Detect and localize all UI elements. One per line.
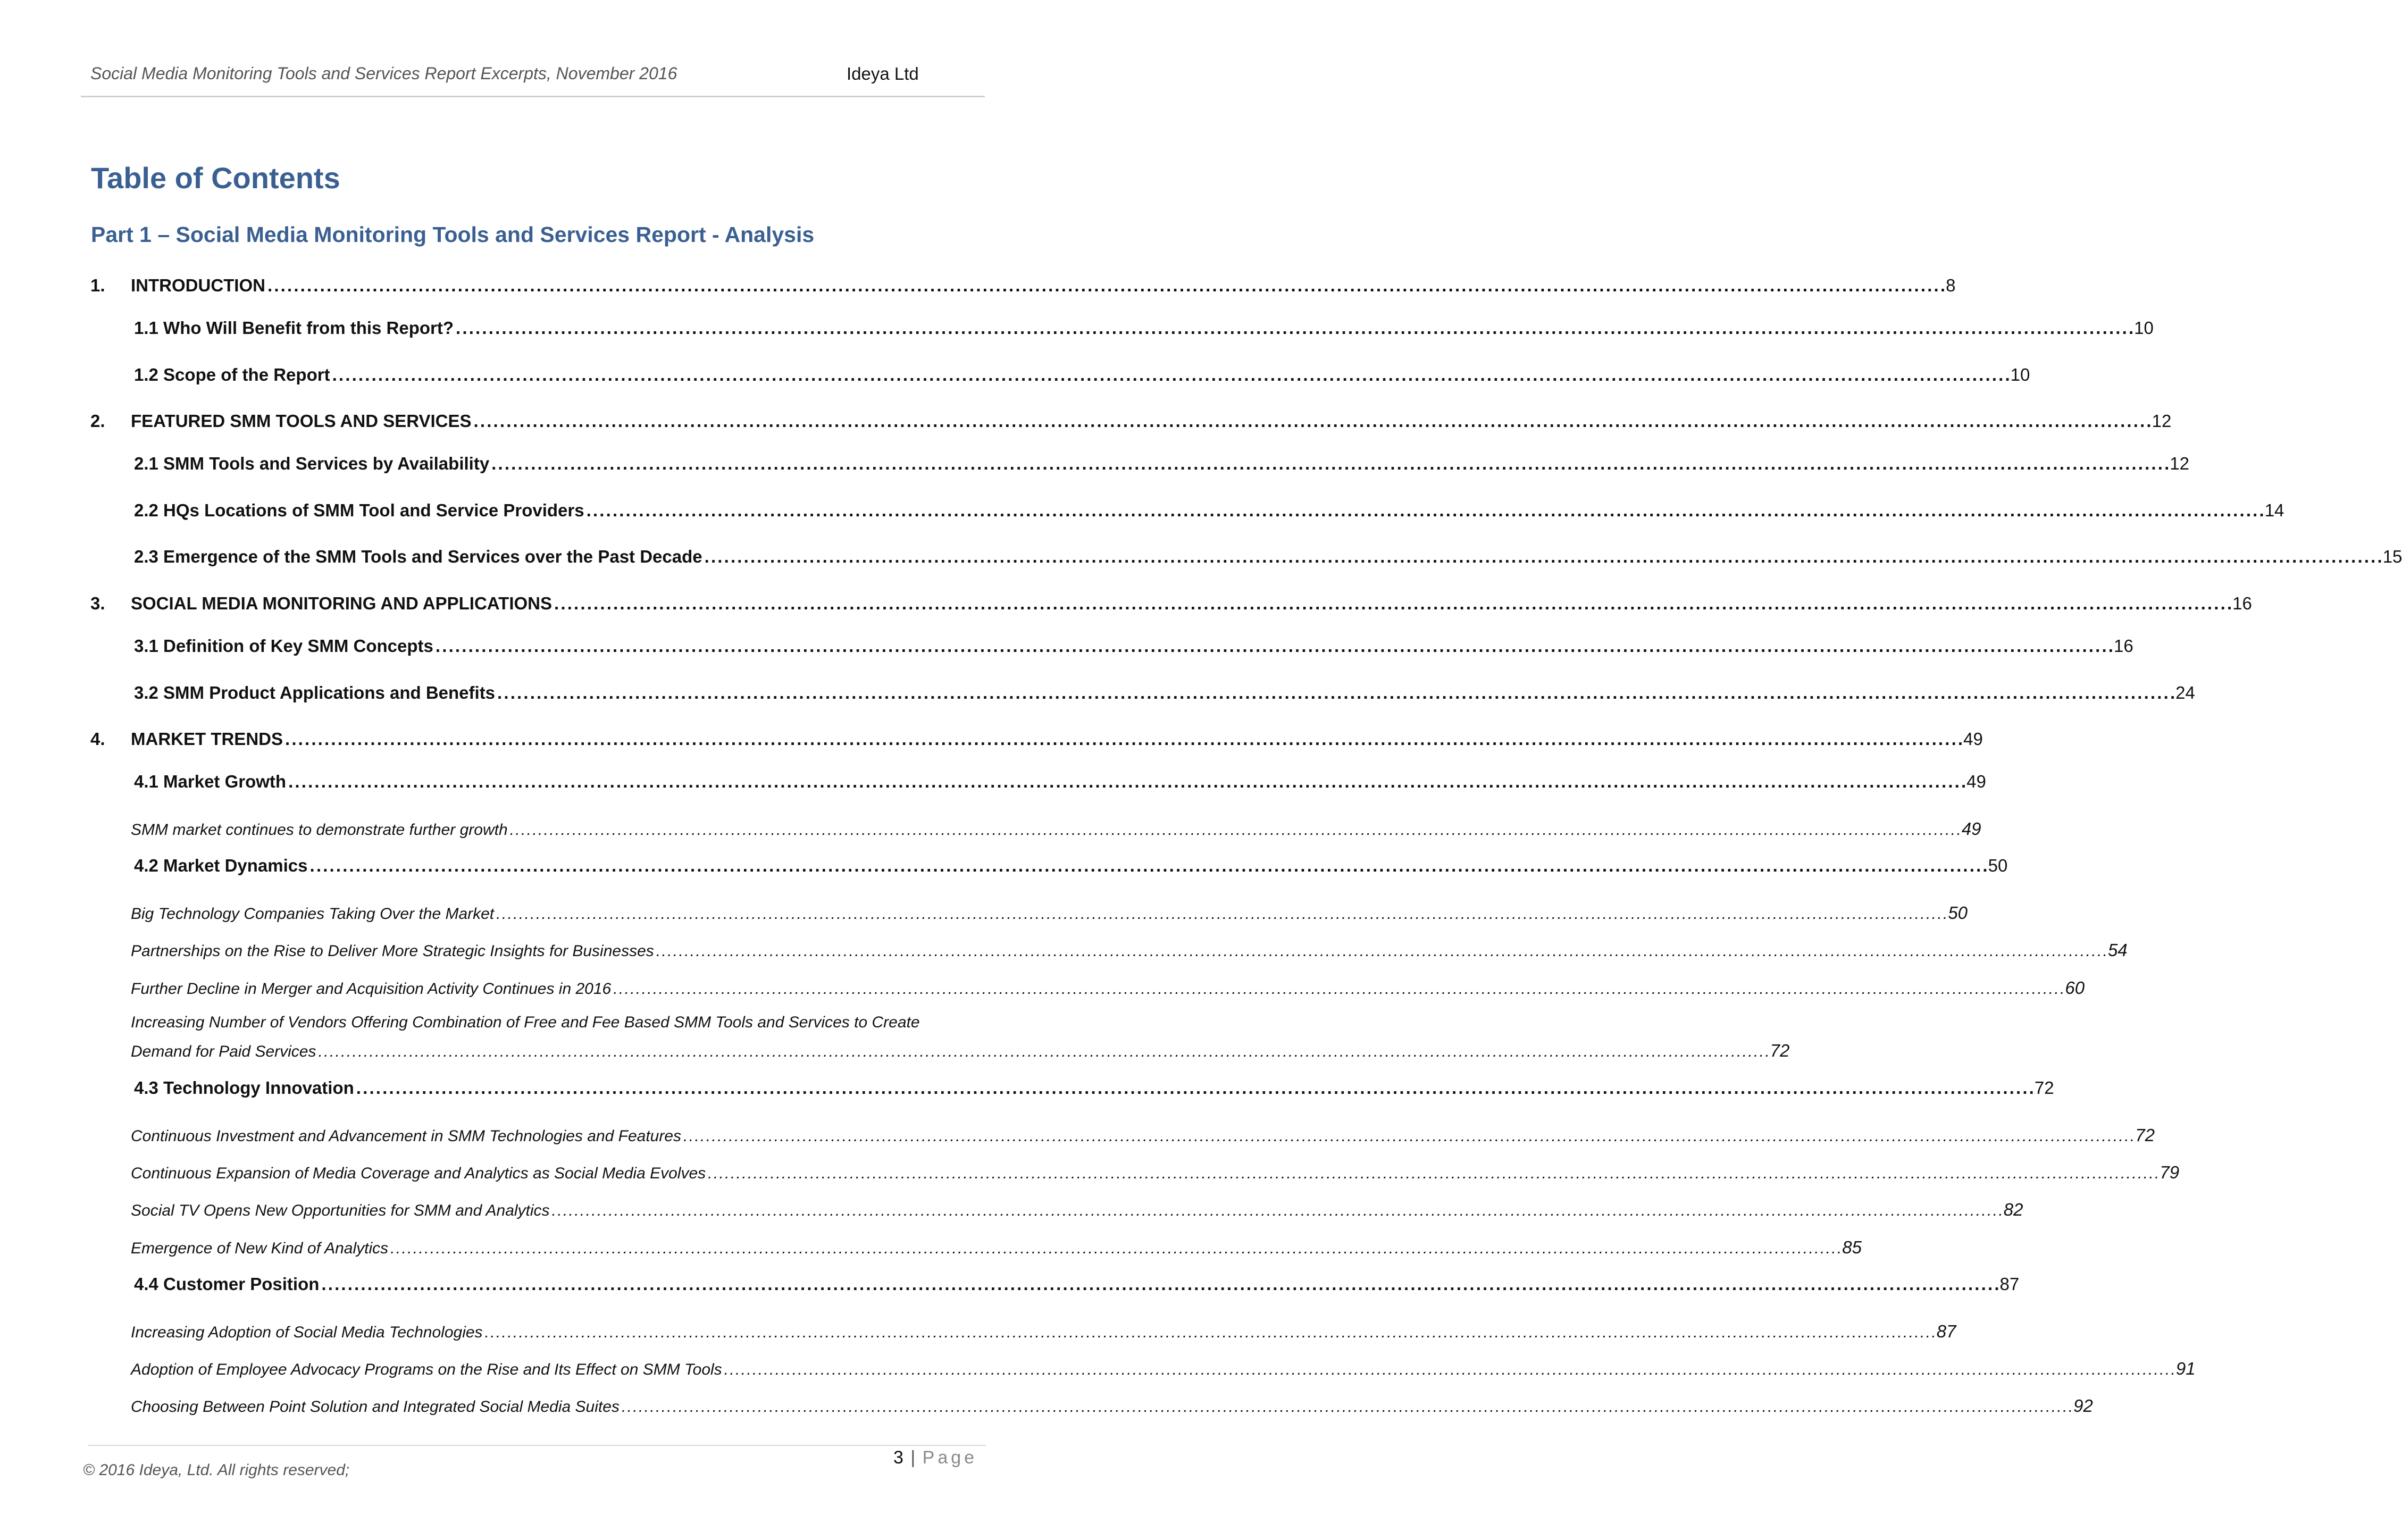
toc-entry-page: 50: [1988, 856, 2008, 875]
page-number-value: 3: [893, 1447, 903, 1468]
toc-entry-text: FEATURED SMM TOOLS AND SERVICES: [131, 411, 472, 431]
toc-entry-page: 72: [2135, 1125, 2155, 1145]
toc-entry-market-trends[interactable]: [90, 729, 1983, 749]
dot-leader: [497, 683, 2173, 703]
toc-entry-media-coverage[interactable]: [131, 1162, 2180, 1183]
toc-entry-text: 1.1 Who Will Benefit from this Report?: [134, 318, 454, 338]
toc-entry-page: 72: [1770, 1041, 1790, 1060]
toc-entry-free-and-fee-line2[interactable]: [131, 1041, 1790, 1061]
dot-leader: [321, 1274, 1997, 1294]
header-company-name: Ideya Ltd: [847, 64, 919, 83]
dot-leader: [683, 1127, 2133, 1145]
toc-entry-point-vs-integrated[interactable]: [131, 1396, 2093, 1416]
toc-entry-new-analytics[interactable]: [131, 1237, 1862, 1258]
toc-entry-text: 3.1 Definition of Key SMM Concepts: [134, 636, 433, 656]
toc-entry-text: MARKET TRENDS: [131, 729, 283, 749]
toc-entry-text: INTRODUCTION: [131, 275, 265, 295]
dot-leader: [332, 365, 2008, 385]
toc-entry-page: 15: [2382, 547, 2402, 566]
toc-entry-text: SOCIAL MEDIA MONITORING AND APPLICATIONS: [131, 593, 553, 613]
toc-entry-technology-innovation[interactable]: [134, 1078, 2054, 1098]
toc-entry-text: Emergence of New Kind of Analytics: [131, 1240, 389, 1257]
toc-entry-page: 24: [2175, 683, 2195, 702]
toc-entry-page: 87: [1936, 1321, 1956, 1341]
toc-entry-text: 2.2 HQs Locations of SMM Tool and Service Providers: [134, 500, 584, 520]
toc-entry-text: Increasing Adoption of Social Media Technologies: [131, 1324, 483, 1341]
toc-entry-page: 92: [2073, 1396, 2093, 1416]
toc-entry-social-tv[interactable]: [131, 1200, 2023, 1220]
dot-leader: [496, 905, 1946, 923]
toc-entry-text: 4.2 Market Dynamics: [134, 856, 308, 875]
toc-entry-text: Continuous Expansion of Media Coverage and Analytics as Social Media Evolves: [131, 1165, 706, 1182]
dot-leader: [485, 1324, 1935, 1342]
footer-copyright: © 2016 Ideya, Ltd. All rights reserved;: [83, 1461, 350, 1479]
dot-leader: [708, 1165, 2157, 1183]
toc-entry-product-applications[interactable]: [134, 683, 2195, 703]
toc-entry-page: 10: [2134, 318, 2154, 338]
toc-entry-page: 8: [1946, 275, 1956, 295]
footer-page-number: [893, 1447, 977, 1468]
toc-entry-customer-position[interactable]: [134, 1274, 2020, 1294]
toc-entry-page: 85: [1842, 1237, 1862, 1257]
dot-leader: [319, 1043, 1768, 1061]
toc-entry-page: 16: [2113, 636, 2133, 656]
dot-leader: [510, 821, 1960, 839]
toc-entry-market-growth[interactable]: [134, 772, 1986, 792]
dot-leader: [285, 729, 1961, 749]
toc-entry-page: 10: [2010, 365, 2030, 384]
toc-entry-who-will-benefit[interactable]: [134, 318, 2154, 338]
toc-entry-text: 4.4 Customer Position: [134, 1274, 320, 1294]
toc-entry-page: 49: [1963, 729, 1983, 749]
toc-entry-big-tech-companies[interactable]: [131, 903, 1968, 923]
dot-leader: [310, 856, 1986, 876]
toc-entry-page: 50: [1948, 903, 1968, 923]
toc-entry-smm-market-growth[interactable]: [131, 819, 1981, 839]
toc-entry-number: 4.: [90, 729, 105, 749]
page-number-label: Page: [922, 1447, 978, 1468]
toc-entry-featured-smm-tools[interactable]: [90, 411, 2172, 431]
toc-entry-text: Social TV Opens New Opportunities for SMM and Analytics: [131, 1202, 550, 1219]
toc-entry-page: 49: [1961, 819, 1981, 839]
dot-leader: [356, 1078, 2032, 1098]
toc-entry-text: 2.1 SMM Tools and Services by Availability: [134, 454, 490, 473]
toc-title: Table of Contents: [91, 161, 340, 195]
toc-entry-page: 82: [2003, 1200, 2023, 1219]
dot-leader: [474, 411, 2150, 431]
toc-entry-scope-of-report[interactable]: [134, 365, 2030, 385]
toc-entry-text: Continuous Investment and Advancement in SMM Technologies and Features: [131, 1127, 682, 1145]
page-number-separator: |: [910, 1447, 916, 1468]
toc-entry-page: 12: [2170, 454, 2189, 473]
toc-entry-page: 12: [2152, 411, 2172, 431]
toc-entry-hq-locations[interactable]: [134, 500, 2284, 521]
toc-entry-number: 2.: [90, 411, 105, 431]
dot-leader: [390, 1240, 1840, 1258]
toc-entry-text: 1.2 Scope of the Report: [134, 365, 330, 384]
dot-leader: [491, 454, 2167, 474]
toc-entry-text: Big Technology Companies Taking Over the Market: [131, 905, 495, 923]
dot-leader: [552, 1202, 2002, 1220]
toc-entry-page: 60: [2065, 978, 2085, 998]
dot-leader: [456, 318, 2132, 338]
toc-entry-text: Adoption of Employee Advocacy Programs on the Rise and Its Effect on SMM Tools: [131, 1361, 722, 1378]
toc-entry-introduction[interactable]: [90, 275, 1956, 296]
toc-entry-page: 14: [2264, 500, 2284, 520]
toc-entry-smm-applications[interactable]: [90, 593, 2252, 614]
toc-entry-number: 1.: [90, 275, 105, 295]
dot-leader: [587, 500, 2263, 521]
dot-leader: [267, 275, 1944, 296]
dot-leader: [622, 1398, 2071, 1416]
toc-entry-text: 4.3 Technology Innovation: [134, 1078, 354, 1098]
toc-entry-page: 16: [2232, 593, 2252, 613]
toc-entry-emergence-past-decade[interactable]: [134, 547, 2402, 567]
toc-entry-text-continued: Demand for Paid Services: [131, 1043, 316, 1060]
toc-entry-free-and-fee-line1[interactable]: [131, 1014, 986, 1032]
toc-entry-key-smm-concepts[interactable]: [134, 636, 2133, 656]
dot-leader: [554, 593, 2230, 614]
toc-entry-tools-by-availability[interactable]: [134, 454, 2189, 474]
toc-entry-employee-advocacy[interactable]: [131, 1359, 2196, 1379]
toc-entry-page: 91: [2175, 1359, 2196, 1378]
dot-leader: [656, 942, 2106, 960]
toc-entry-text: Partnerships on the Rise to Deliver More Strategic Insights for Businesses: [131, 942, 654, 960]
toc-entry-page: 79: [2160, 1162, 2180, 1182]
toc-entry-continuous-investment[interactable]: [131, 1125, 2155, 1145]
toc-entry-text: 4.1 Market Growth: [134, 772, 287, 791]
toc-entry-page: 87: [1999, 1274, 2020, 1294]
part-title: Part 1 – Social Media Monitoring Tools and Services Report - Analysis: [91, 222, 815, 247]
header-report-title: Social Media Monitoring Tools and Services Report Excerpts, November 2016: [90, 64, 677, 83]
toc-entry-text: 3.2 SMM Product Applications and Benefits: [134, 683, 496, 702]
dot-leader: [724, 1361, 2174, 1379]
dot-leader: [705, 547, 2381, 567]
toc-entry-market-dynamics[interactable]: [134, 856, 2008, 876]
footer-divider: [88, 1445, 986, 1446]
toc-entry-text: Choosing Between Point Solution and Integrated Social Media Suites: [131, 1398, 620, 1416]
toc-entry-page: 54: [2107, 940, 2128, 960]
dot-leader: [436, 636, 2112, 656]
toc-entry-page: 49: [1966, 772, 1986, 791]
toc-entry-partnerships[interactable]: [131, 940, 2128, 960]
toc-entry-merger-decline[interactable]: [131, 978, 2085, 998]
toc-entry-increasing-adoption[interactable]: [131, 1321, 1956, 1342]
toc-entry-number: 3.: [90, 593, 105, 613]
toc-entry-text: Further Decline in Merger and Acquisition Activity Continues in 2016: [131, 980, 612, 998]
toc-entry-text: 2.3 Emergence of the SMM Tools and Services over the Past Decade: [134, 547, 702, 566]
toc-entry-page: 72: [2034, 1078, 2054, 1098]
toc-entry-text: SMM market continues to demonstrate further growth: [131, 821, 508, 839]
dot-leader: [288, 772, 1964, 792]
dot-leader: [613, 980, 2063, 998]
toc-entry-text: Increasing Number of Vendors Offering Combination of Free and Fee Based SMM Tools and Services to Create: [131, 1014, 920, 1031]
